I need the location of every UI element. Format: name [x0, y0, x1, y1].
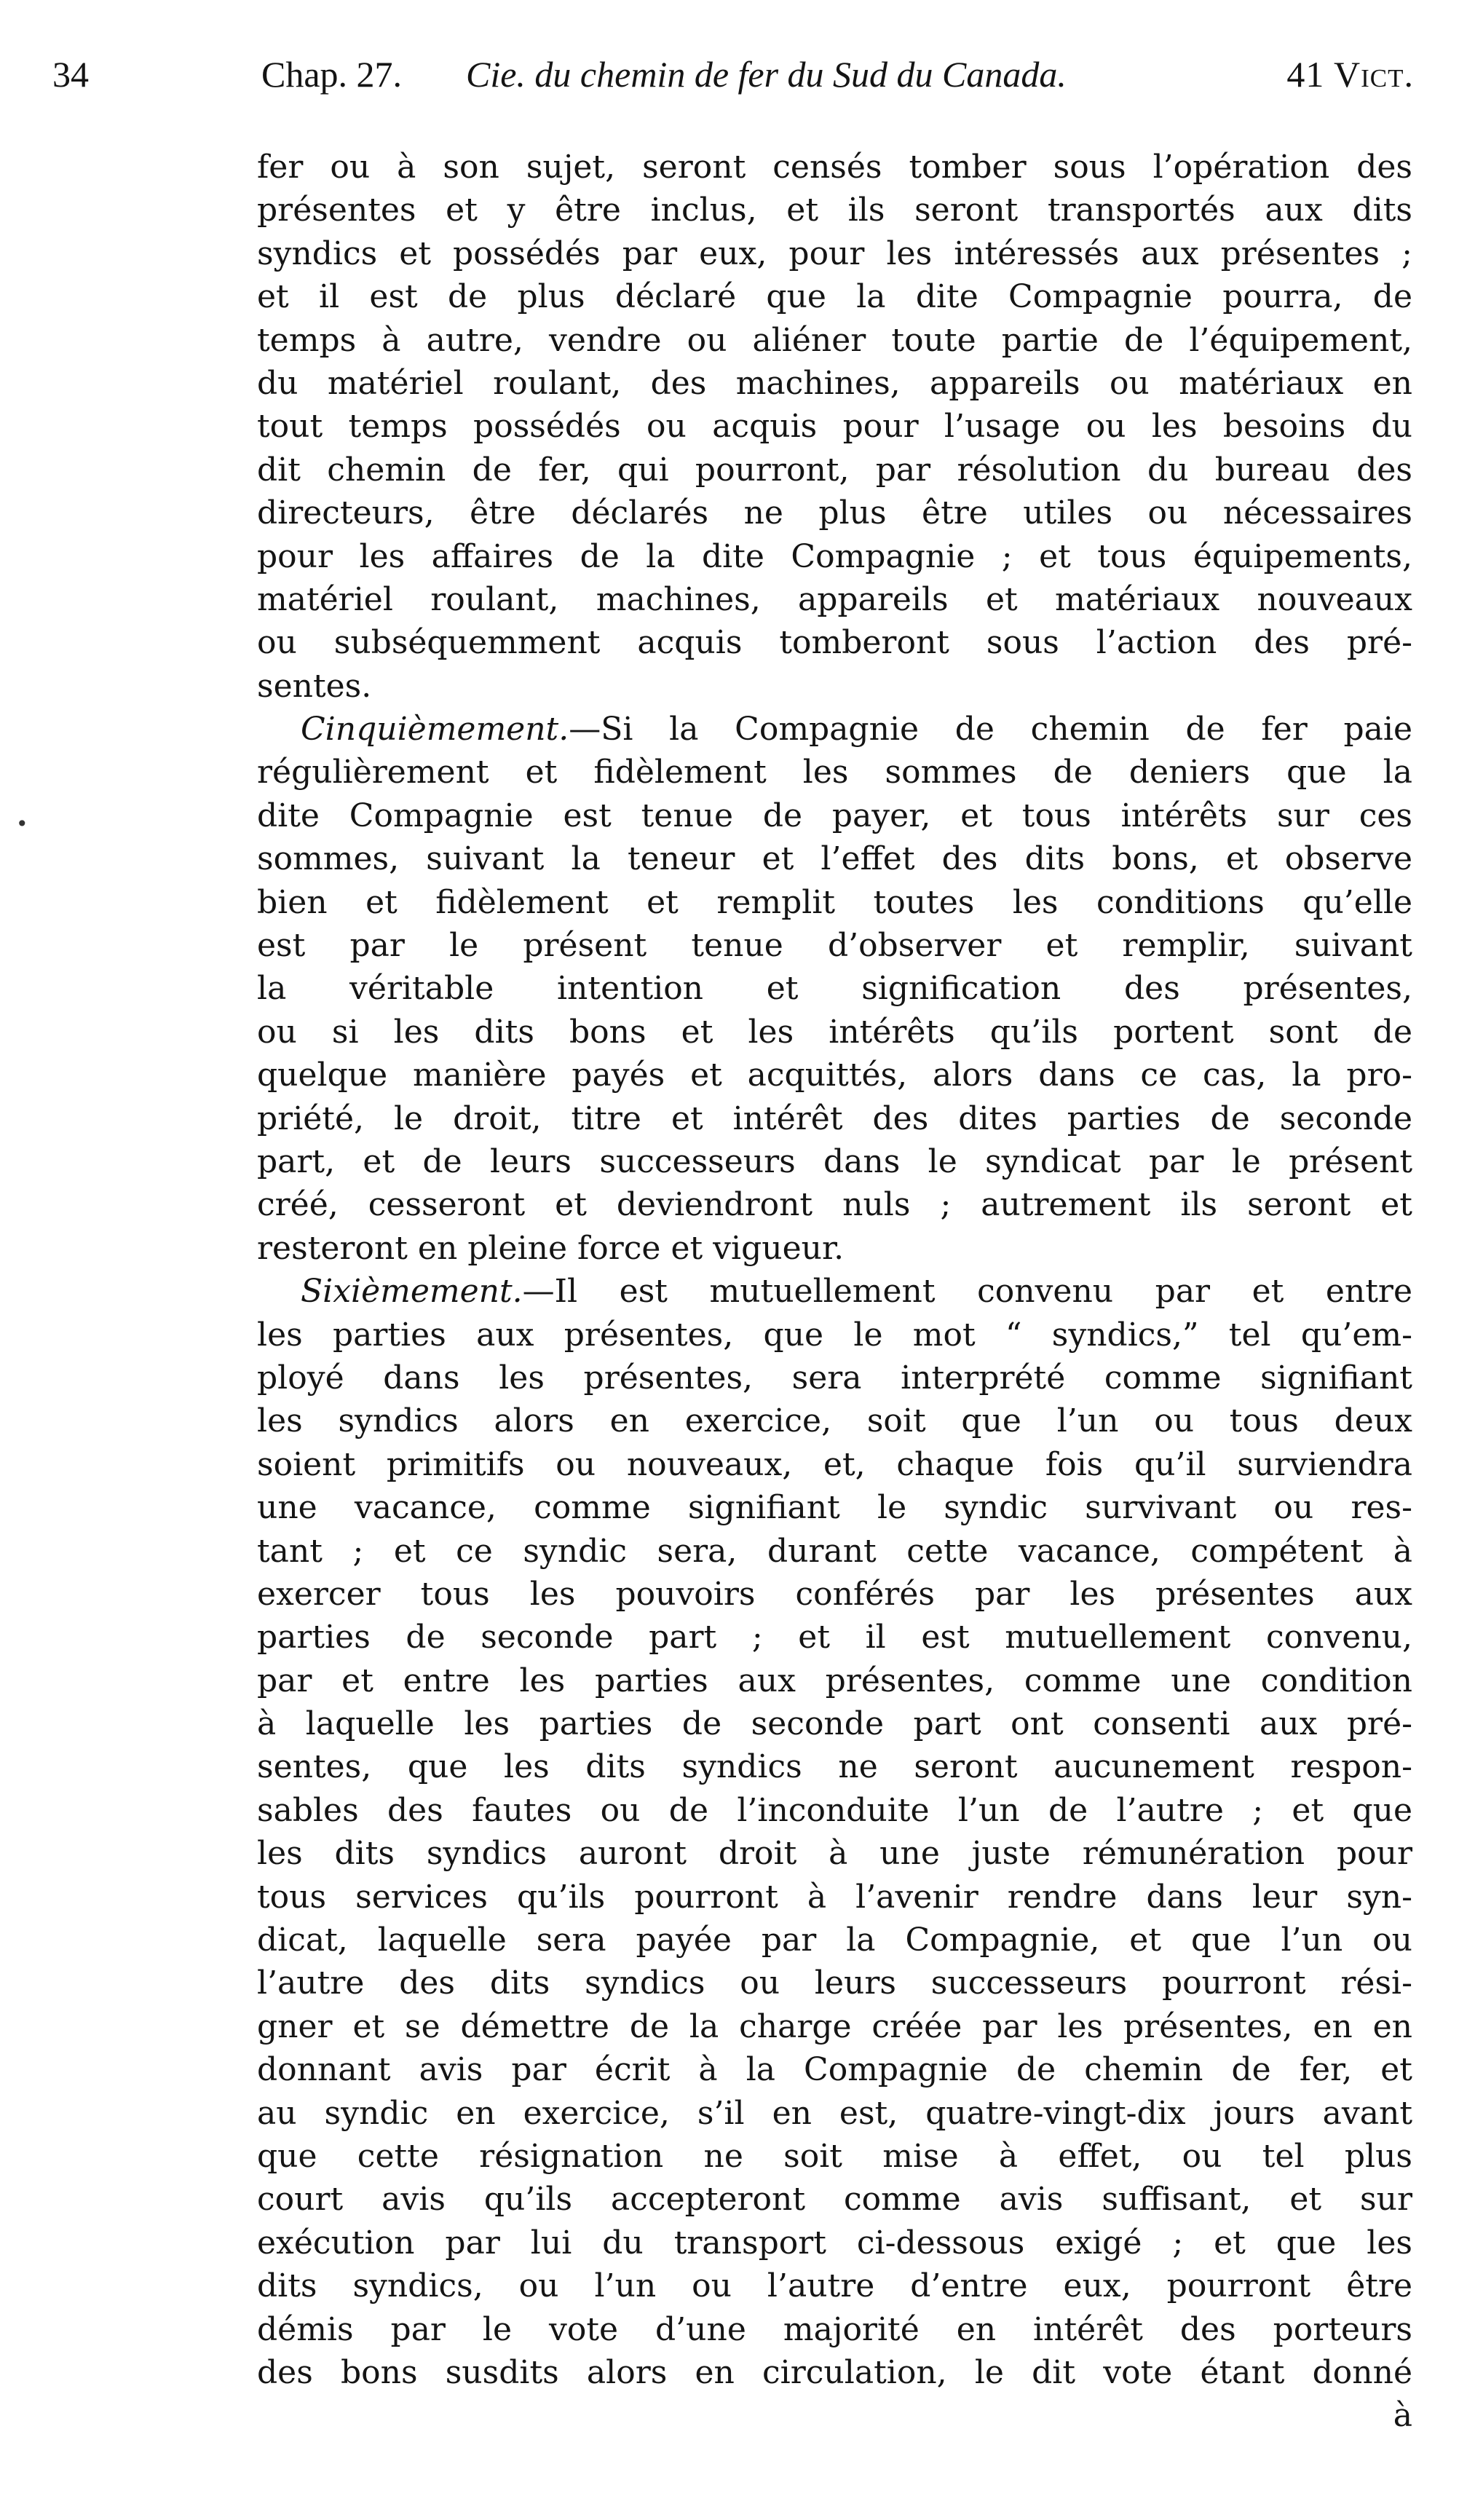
text-line: priété, le droit, titre et intérêt des dites parties de seconde	[257, 1099, 1412, 1137]
text-line: court avis qu’ils accepteront comme avis suffisant, et sur	[257, 2181, 1412, 2219]
text-line: la véritable intention et signification des présentes,	[257, 970, 1412, 1008]
chapter-label: Chap. 27.	[261, 54, 403, 95]
text-line: fer ou à son sujet, seront censés tomber sous l’opération des	[257, 149, 1412, 186]
text-line: parties de seconde part ; et il est mutuellement convenu,	[257, 1619, 1412, 1656]
text-line: dicat, laquelle sera payée par la Compagnie, et que l’un ou	[257, 1921, 1412, 1959]
page-number: 34	[52, 54, 89, 95]
text-line: présentes et y être inclus, et ils seront transportés aux dits	[257, 191, 1412, 229]
text-line: que cette résignation ne soit mise à effet, ou tel plus	[257, 2137, 1412, 2175]
text-line: quelque manière payés et acquittés, alors dans ce cas, la pro-	[257, 1056, 1412, 1094]
text-line: exercer tous les pouvoirs conférés par les présentes aux	[257, 1575, 1412, 1613]
text-line: une vacance, comme signifiant le syndic survivant ou res-	[257, 1489, 1412, 1527]
paragraph-cinquiemement	[257, 708, 1412, 1270]
text-line: bien et fidèlement et remplit toutes les conditions qu’elle	[257, 883, 1412, 921]
text-line: ou subséquemment acquis tomberont sous l’action des pré-	[257, 624, 1412, 662]
text-line: par et entre les parties aux présentes, comme une condition	[257, 1662, 1412, 1699]
text-line: sables des fautes ou de l’inconduite l’un de l’autre ; et que	[257, 1791, 1412, 1829]
text-line: sentes, que les dits syndics ne seront aucunement respon-	[257, 1748, 1412, 1786]
text-line: pour les affaires de la dite Compagnie ; et tous équipements,	[257, 537, 1412, 575]
text-line: sentes.	[257, 667, 372, 705]
running-title: Cie. du chemin de fer du Sud du Canada.	[466, 54, 1067, 95]
text-line: au syndic en exercice, s’il en est, quatre-vingt-dix jours avant	[257, 2094, 1412, 2132]
text-line: gner et se démettre de la charge créée par les présentes, en en	[257, 2007, 1412, 2045]
text-line: sommes, suivant la teneur et l’effet des dits bons, et observe	[257, 840, 1412, 878]
catchword: à	[1393, 2397, 1412, 2435]
text-line: matériel roulant, machines, appareils et matériaux nouveaux	[257, 580, 1412, 618]
body-text	[257, 146, 1412, 2438]
text-line: et il est de plus déclaré que la dite Compagnie pourra, de	[257, 278, 1412, 316]
margin-dot-mark: •	[16, 812, 28, 836]
text-line: dit chemin de fer, qui pourront, par résolution du bureau des	[257, 451, 1412, 489]
text-line: tous services qu’ils pourront à l’avenir rendre dans leur syn-	[257, 1878, 1412, 1916]
text-line: du matériel roulant, des machines, appareils ou matériaux en	[257, 364, 1412, 402]
text-line: soient primitifs ou nouveaux, et, chaque fois qu’il surviendra	[257, 1445, 1412, 1483]
text-line: les parties aux présentes, que le mot “ syndics,” tel qu’em-	[257, 1316, 1412, 1354]
text-line: dits syndics, ou l’un ou l’autre d’entre eux, pourront être	[257, 2267, 1412, 2305]
text-line: des bons susdits alors en circulation, le dit vote étant donné	[257, 2353, 1412, 2391]
text-line: resteront en pleine force et vigueur.	[257, 1229, 845, 1267]
text-line: est par le présent tenue d’observer et remplir, suivant	[257, 927, 1412, 965]
text-line: part, et de leurs successeurs dans le syndicat par le présent	[257, 1142, 1412, 1180]
text-line: tant ; et ce syndic sera, durant cette vacance, compétent à	[257, 1532, 1412, 1570]
text-line-first	[257, 708, 1412, 751]
text-line: démis par le vote d’une majorité en intérêt des porteurs	[257, 2310, 1412, 2348]
text-line: temps à autre, vendre ou aliéner toute partie de l’équipement,	[257, 321, 1412, 359]
text-line: à laquelle les parties de seconde part ont consenti aux pré-	[257, 1705, 1412, 1743]
text-line: les dits syndics auront droit à une juste rémunération pour	[257, 1835, 1412, 1873]
text-line: créé, cesseront et deviendront nuls ; autrement ils seront et	[257, 1186, 1412, 1224]
running-header	[52, 45, 1414, 103]
regnal-year: 41 Vict.	[1286, 54, 1414, 95]
text-line: tout temps possédés ou acquis pour l’usage ou les besoins du	[257, 408, 1412, 446]
text-line: syndics et possédés par eux, pour les intéressés aux présentes ;	[257, 234, 1412, 272]
text-run: —Si la Compagnie de chemin de fer paie	[569, 711, 1412, 749]
text-line-first	[257, 1270, 1412, 1313]
text-line: donnant avis par écrit à la Compagnie de chemin de fer, et	[257, 2051, 1412, 2089]
text-run: —Il est mutuellement convenu par et entre	[522, 1273, 1412, 1311]
text-line: ou si les dits bons et les intérêts qu’ils portent sont de	[257, 1013, 1412, 1051]
text-line: directeurs, être déclarés ne plus être utiles ou nécessaires	[257, 494, 1412, 532]
paragraph-sixiemement	[257, 1270, 1412, 2394]
section-label: Sixièmement.	[301, 1273, 523, 1311]
paragraph-continuation	[257, 146, 1412, 708]
section-label: Cinquièmement.	[301, 711, 569, 749]
text-line: dite Compagnie est tenue de payer, et tous intérêts sur ces	[257, 797, 1412, 834]
text-line: ployé dans les présentes, sera interprété comme signifiant	[257, 1359, 1412, 1397]
text-line: les syndics alors en exercice, soit que l’un ou tous deux	[257, 1402, 1412, 1440]
text-line: l’autre des dits syndics ou leurs successeurs pourront rési-	[257, 1964, 1412, 2002]
text-line: régulièrement et fidèlement les sommes de deniers que la	[257, 754, 1412, 791]
text-line: exécution par lui du transport ci-dessous exigé ; et que les	[257, 2224, 1412, 2262]
